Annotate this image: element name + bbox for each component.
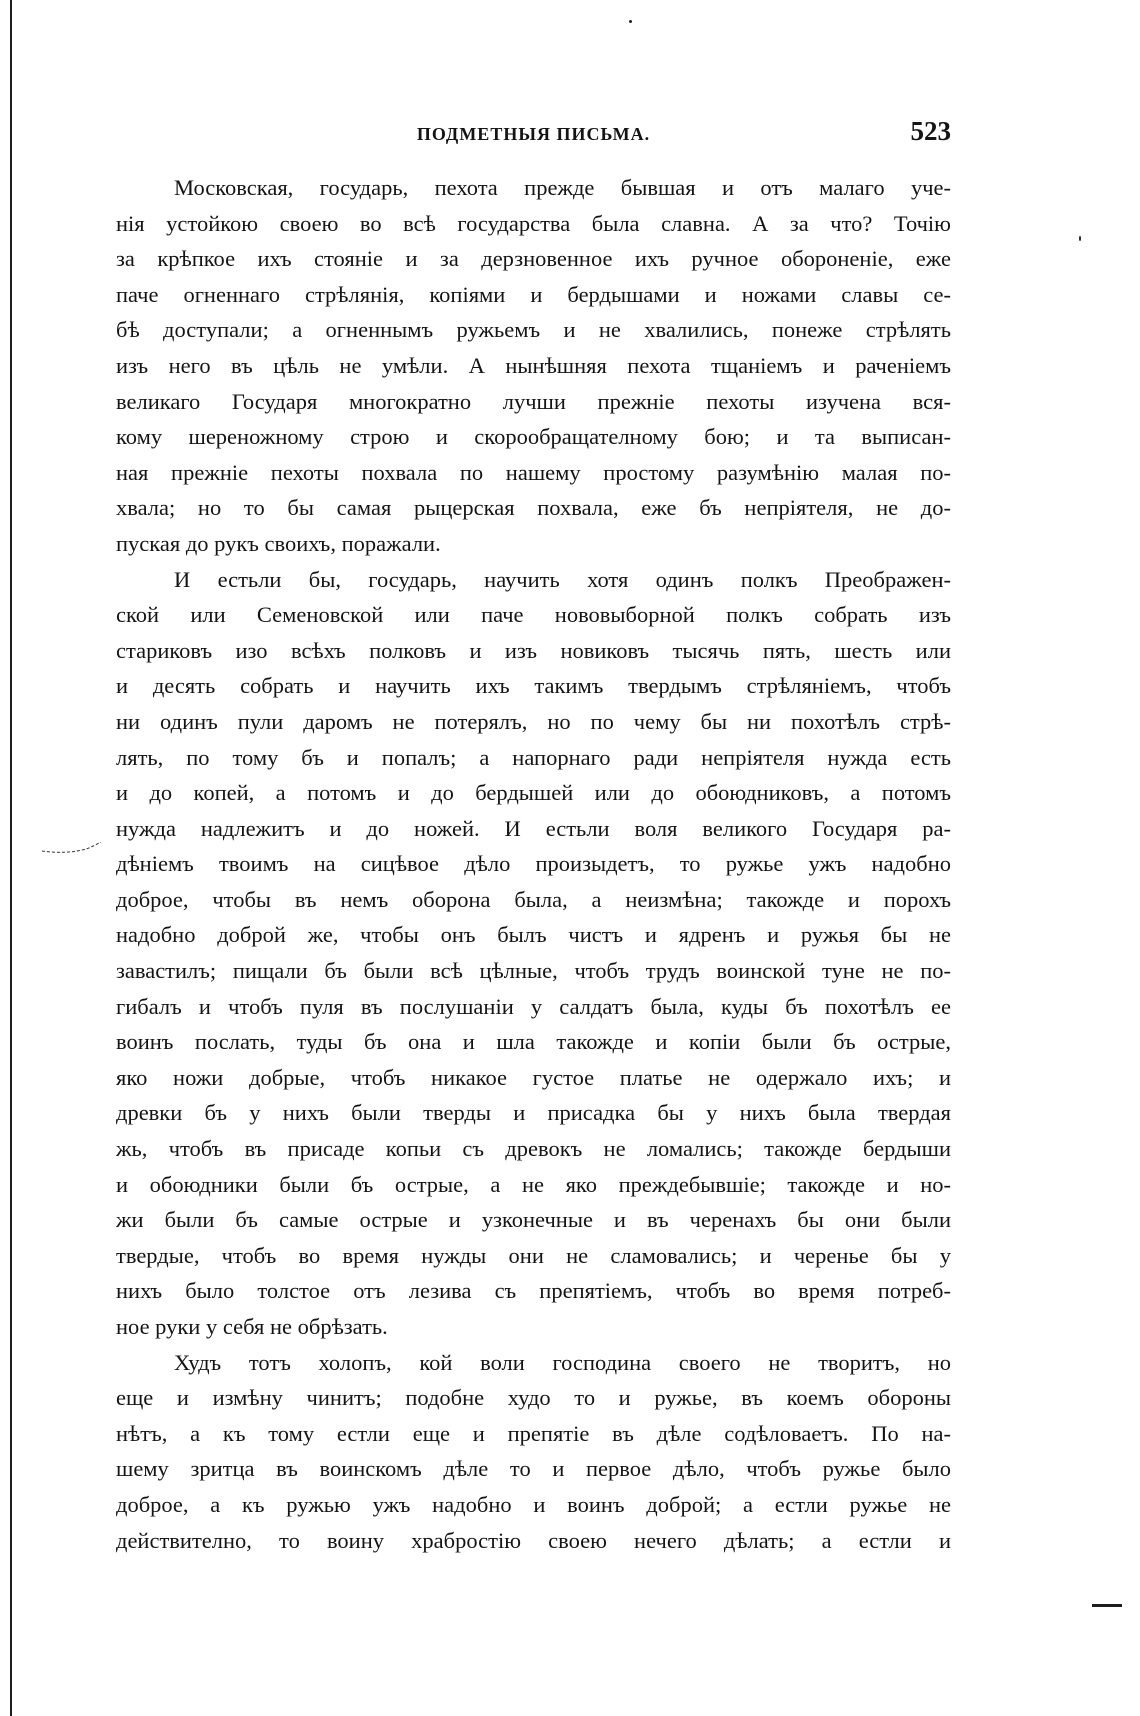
page-number: 523 — [910, 116, 951, 146]
text-line: нѣтъ, а къ тому естли еще и препятіе въ дѣле содѣловаетъ. По на- — [116, 1420, 951, 1446]
text-line: паче огненнаго стрѣлянія, копіями и бердышами и ножами славы се- — [116, 281, 951, 307]
margin-dash — [1092, 1604, 1122, 1607]
text-line: ни одинъ пули даромъ не потерялъ, но по чему бы ни похотѣлъ стрѣ- — [116, 708, 951, 734]
text-line: еще и измѣну чинитъ; подобне худо то и ружье, въ коемъ обороны — [116, 1385, 951, 1411]
ink-speck — [629, 20, 632, 23]
text-line: гибалъ и чтобъ пуля въ послушаніи у салдатъ была, куды бъ похотѣлъ ее — [116, 993, 951, 1019]
text-line: нихъ было толстое отъ лезива съ препятіемъ, чтобъ во время потреб- — [116, 1278, 951, 1304]
page-header — [116, 114, 951, 154]
text-line: Худъ тотъ холопъ, кой воли господина своего не творитъ, но — [174, 1349, 951, 1375]
text-line: воинъ послать, туды бъ она и шла такожде и копіи были бъ острые, — [116, 1029, 951, 1055]
paragraph-1 — [116, 170, 951, 562]
text-line: яко ножи добрые, чтобъ никакое густое платье не одержало ихъ; и — [116, 1064, 951, 1090]
text-line: изъ него въ цѣль не умѣли. А нынѣшняя пехота тщаніемъ и раченіемъ — [116, 352, 951, 378]
text-line: кому шереножному строю и скорообращателному бою; и та выписан- — [116, 424, 951, 450]
text-line: за крѣпкое ихъ стояніе и за дерзновенное ихъ ручное обороненіе, еже — [116, 246, 951, 272]
margin-pencil-mark — [42, 842, 102, 856]
body-text — [116, 170, 951, 1558]
text-line: действително, то воину храбростію своею нечего дѣлать; а естли и — [116, 1527, 951, 1553]
paragraph-2 — [116, 562, 951, 1345]
text-line: надобно доброй же, чтобы онъ былъ чистъ и ядренъ и ружья бы не — [116, 922, 951, 948]
page-edge-rule — [10, 0, 12, 1716]
text-line: завастилъ; пищали бъ были всѣ цѣлные, чтобъ трудъ воинской туне не по- — [116, 958, 951, 984]
text-line: нужда надлежитъ и до ножей. И естьли воля великого Государя ра- — [116, 815, 951, 841]
text-line: стариковъ изо всѣхъ полковъ и изъ новиковъ тысячь пять, шесть или — [116, 637, 951, 663]
text-line: пуская до рукъ своихъ, поражали. — [116, 530, 441, 556]
text-line: ная прежніе пехоты похвала по нашему простому разумѣнію малая по- — [116, 459, 951, 485]
text-line: лять, по тому бъ и попалъ; а напорнаго ради непріятеля нужда есть — [116, 744, 951, 770]
text-line: великаго Государя многократно лучши прежніе пехоты изучена вся- — [116, 388, 951, 414]
text-line: твердые, чтобъ во время нужды они не сламовались; и черенье бы у — [116, 1242, 951, 1268]
text-line: нія устойкою своею во всѣ государства была славна. А за что? Точію — [116, 210, 951, 236]
text-line: дѣніемъ твоимъ на сицѣвое дѣло произыдетъ, то ружье ужъ надобно — [116, 851, 951, 877]
text-line: хвала; но то бы самая рыцерская похвала, еже бъ непріятеля, не до- — [116, 495, 951, 521]
ink-speck — [1079, 236, 1081, 241]
paragraph-3 — [116, 1345, 951, 1559]
text-line: доброе, чтобы въ немъ оборона была, а неизмѣна; такожде и порохъ — [116, 886, 951, 912]
text-line: жь, чтобъ въ присаде копьи съ древокъ не ломались; такожде бердыши — [116, 1136, 951, 1162]
text-line: ской или Семеновской или паче нововыборной полкъ собрать изъ — [116, 602, 951, 628]
text-line: шему зритца въ воинскомъ дѣле то и первое дѣло, чтобъ ружье было — [116, 1456, 951, 1482]
text-line: доброе, а къ ружью ужъ надобно и воинъ доброй; а естли ружье не — [116, 1491, 951, 1517]
text-line: ное руки у себя не обрѣзать. — [116, 1314, 388, 1339]
text-line: жи были бъ самые острые и узконечные и въ черенахъ бы они были — [116, 1207, 951, 1233]
text-line: древки бъ у нихъ были тверды и присадка бы у нихъ была твердая — [116, 1100, 951, 1126]
text-line: бѣ доступали; а огненнымъ ружьемъ и не хвалились, понеже стрѣлять — [116, 317, 951, 343]
running-head: ПОДМЕТНЫЯ ПИСЬМА. — [416, 124, 651, 144]
text-line: и десять собрать и научить ихъ такимъ твердымъ стрѣляніемъ, чтобъ — [116, 673, 951, 699]
text-line: и обоюдники были бъ острые, а не яко преждебывшіе; такожде и но- — [116, 1171, 951, 1197]
text-line: и до копей, а потомъ и до бердышей или до обоюдниковъ, а потомъ — [116, 780, 951, 806]
text-line: Московская, государь, пехота прежде бывшая и отъ малаго уче- — [174, 175, 951, 200]
text-line: И естьли бы, государь, научить хотя одинъ полкъ Преображен- — [174, 566, 951, 592]
